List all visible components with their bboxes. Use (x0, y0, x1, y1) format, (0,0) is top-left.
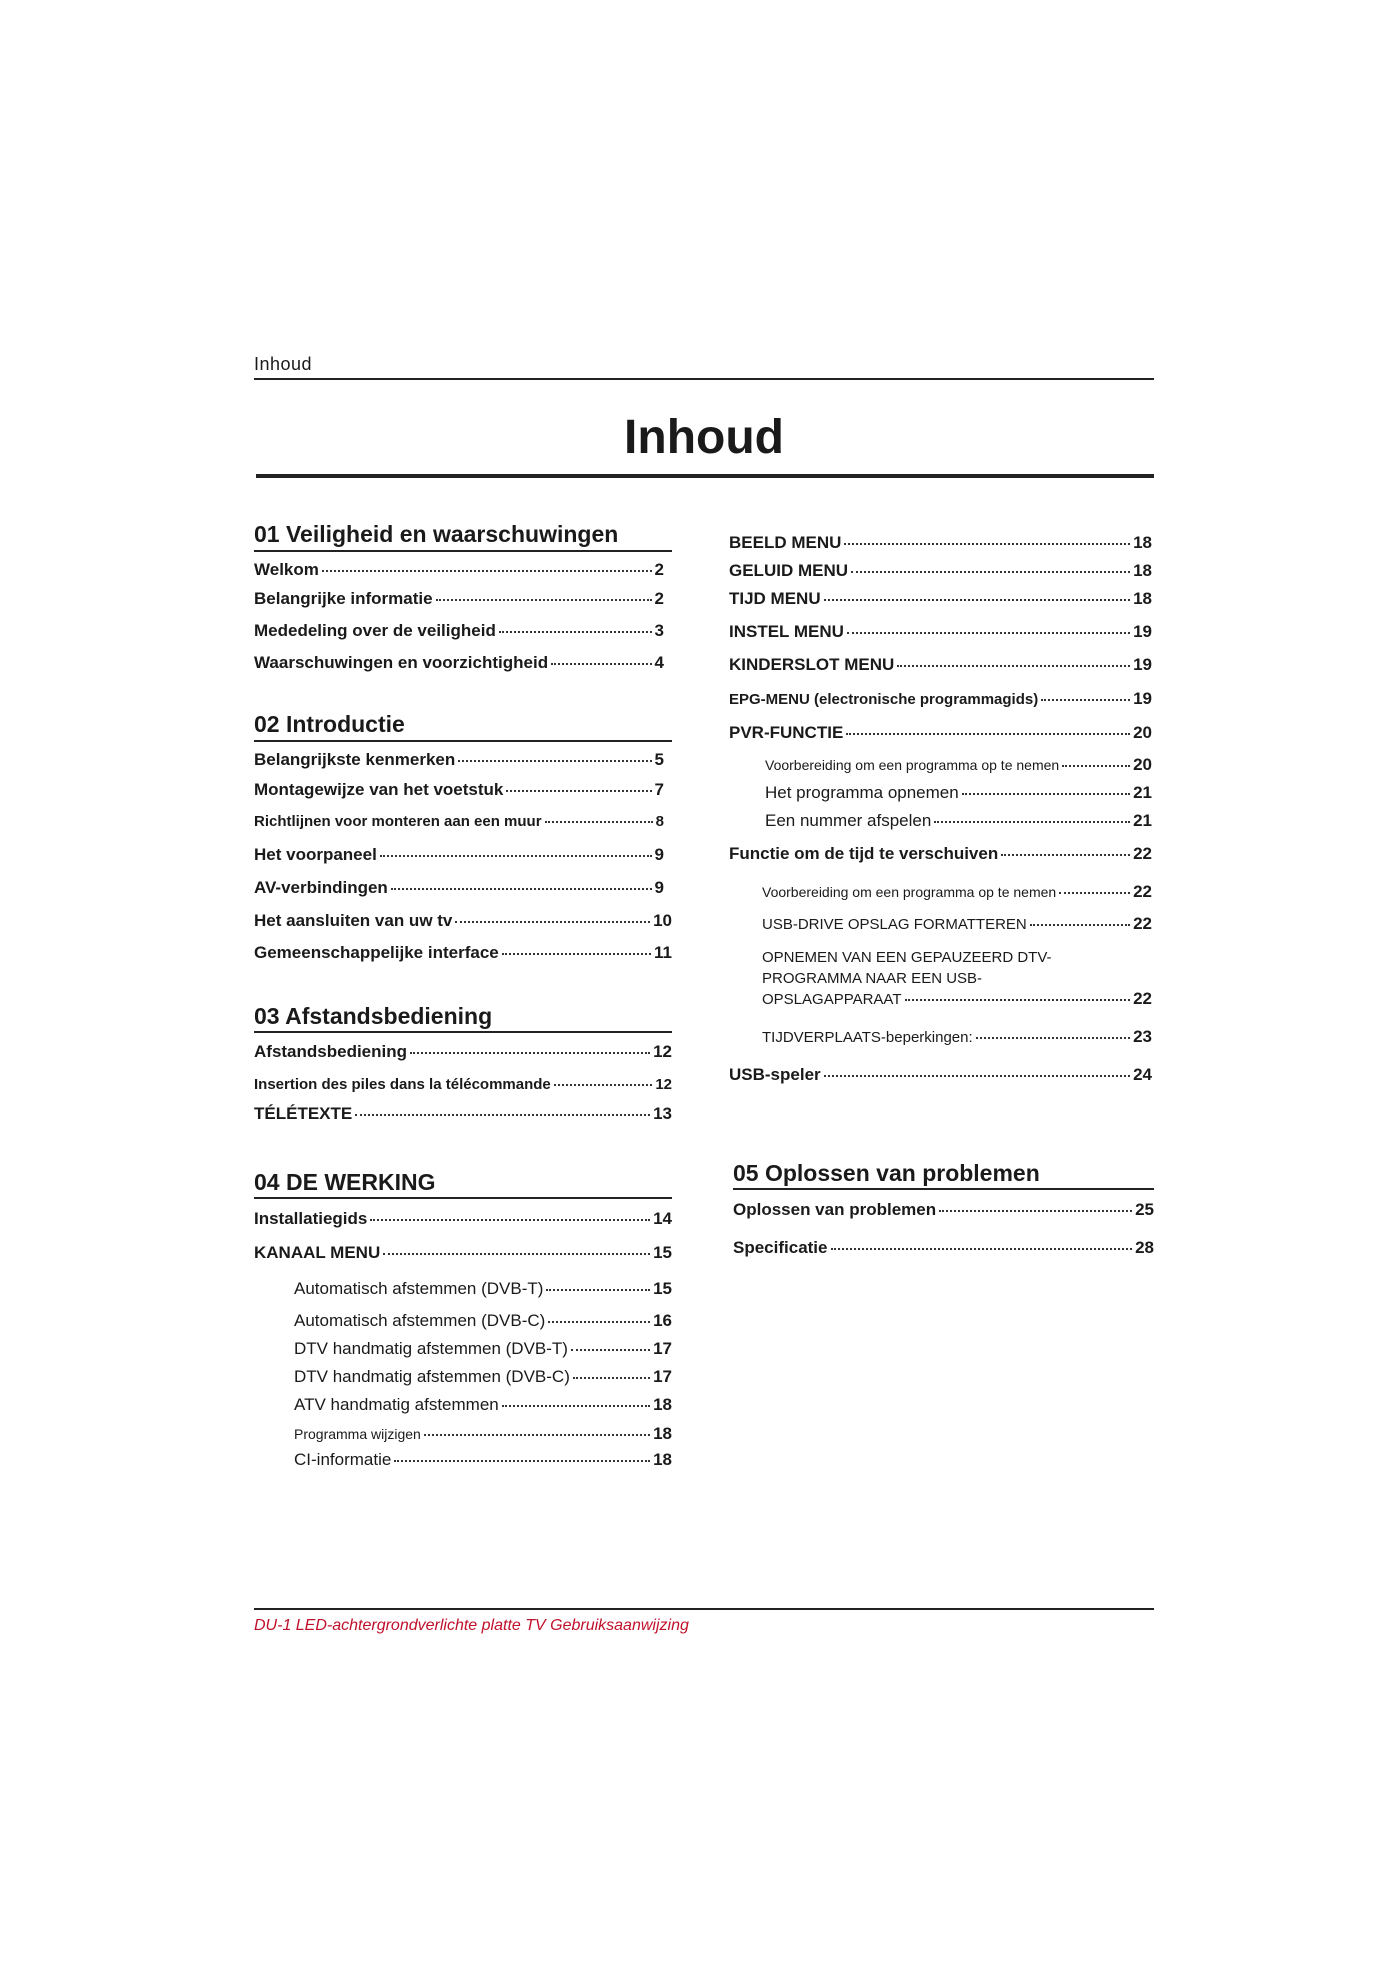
toc-entry-page: 10 (653, 911, 672, 930)
toc-entry-page: 18 (1133, 589, 1152, 608)
dot-leader (824, 599, 1130, 601)
toc-entry-title: KANAAL MENU (254, 1243, 381, 1262)
toc-entry-tijd-menu[interactable] (729, 589, 1152, 609)
dot-leader (458, 760, 651, 762)
toc-entry-gepauzeerd[interactable] (762, 989, 1152, 1009)
dot-leader (322, 570, 652, 572)
dot-leader (502, 1405, 650, 1407)
dot-leader (1059, 892, 1130, 894)
toc-entry-page: 13 (653, 1104, 672, 1123)
dot-leader (897, 665, 1130, 667)
toc-entry-title: USB-DRIVE OPSLAG FORMATTEREN (762, 916, 1027, 933)
toc-entry-title: BEELD MENU (729, 533, 842, 552)
toc-entry-veiligheid[interactable] (254, 621, 664, 641)
dot-leader (844, 543, 1130, 545)
section-heading-02: 02 Introductie (254, 711, 405, 737)
toc-entry-page: 17 (653, 1339, 672, 1358)
running-head: Inhoud (254, 354, 313, 374)
dot-leader (851, 571, 1130, 573)
toc-entry-title: Richtlijnen voor monteren aan een muur (254, 813, 542, 830)
toc-entry-usb-speler[interactable] (729, 1065, 1152, 1085)
toc-entry-page: 17 (653, 1367, 672, 1386)
toc-entry-teletexte[interactable] (254, 1104, 672, 1124)
toc-entry-page: 3 (654, 621, 664, 640)
toc-entry-title: DTV handmatig afstemmen (DVB-T) (294, 1339, 568, 1358)
dot-leader (424, 1434, 650, 1436)
section-rule-01 (254, 550, 672, 552)
toc-entry-instel-menu[interactable] (729, 622, 1152, 642)
toc-entry-specificatie[interactable] (733, 1238, 1154, 1258)
toc-entry-ci-informatie[interactable] (294, 1450, 672, 1470)
toc-entry-title: USB-speler (729, 1065, 821, 1084)
toc-entry-afstandsbediening[interactable] (254, 1042, 672, 1062)
section-heading-05: 05 Oplossen van problemen (733, 1160, 1040, 1186)
toc-entry-page: 22 (1133, 882, 1152, 901)
toc-entry-geluid-menu[interactable] (729, 561, 1152, 581)
toc-entry-page: 19 (1133, 689, 1152, 708)
toc-entry-page: 18 (1133, 533, 1152, 552)
toc-entry-waarschuwingen[interactable] (254, 653, 664, 673)
toc-entry-page: 2 (654, 589, 664, 608)
toc-entry-page: 18 (1133, 561, 1152, 580)
section-rule-02 (254, 740, 672, 742)
toc-entry-title: Het voorpaneel (254, 845, 377, 864)
toc-entry-page: 15 (653, 1243, 672, 1262)
toc-entry-title: OPSLAGAPPARAAT (762, 991, 902, 1008)
dot-leader (355, 1114, 650, 1116)
toc-entry-page: 18 (653, 1450, 672, 1469)
section-heading-04: 04 DE WERKING (254, 1169, 436, 1195)
toc-entry-beeld-menu[interactable] (729, 533, 1152, 553)
dot-leader (1062, 765, 1130, 767)
toc-entry-voorpaneel[interactable] (254, 845, 664, 865)
toc-entry-auto-dvbc[interactable] (294, 1311, 672, 1331)
toc-entry-belangrijke-informatie[interactable] (254, 589, 664, 609)
toc-entry-page: 19 (1133, 655, 1152, 674)
dot-leader (573, 1377, 650, 1379)
toc-entry-page: 20 (1133, 723, 1152, 742)
toc-entry-title: Een nummer afspelen (765, 811, 932, 830)
toc-entry-pvr-functie[interactable] (729, 723, 1152, 743)
toc-entry-title: AV-verbindingen (254, 878, 388, 897)
toc-entry-tijd-verschuiven[interactable] (729, 844, 1152, 864)
dot-leader (410, 1052, 650, 1054)
toc-entry-title: Montagewijze van het voetstuk (254, 780, 504, 799)
section-rule-04 (254, 1197, 672, 1199)
toc-entry-piles[interactable] (254, 1076, 672, 1093)
toc-entry-tijdverplaats[interactable] (762, 1027, 1152, 1047)
dot-leader (962, 793, 1130, 795)
toc-entry-title: CI-informatie (294, 1450, 392, 1469)
toc-entry-page: 18 (653, 1424, 672, 1443)
header-rule (254, 378, 1154, 380)
toc-entry-epg-menu[interactable] (729, 689, 1152, 709)
toc-entry-title: INSTEL MENU (729, 622, 844, 641)
toc-entry-interface[interactable] (254, 943, 672, 963)
toc-entry-kanaal-menu[interactable] (254, 1243, 672, 1263)
toc-entry-title: TIJDVERPLAATS-beperkingen: (762, 1029, 973, 1046)
toc-entry-title: Installatiegids (254, 1209, 368, 1228)
toc-entry-atv[interactable] (294, 1395, 672, 1415)
toc-entry-page: 8 (655, 813, 664, 830)
toc-entry-page: 21 (1133, 811, 1152, 830)
toc-entry-gepauzeerd-line2: PROGRAMMA NAAR EEN USB- (762, 970, 983, 987)
toc-entry-kenmerken[interactable] (254, 750, 664, 770)
toc-entry-title: ATV handmatig afstemmen (294, 1395, 499, 1414)
toc-entry-title: TÉLÉTEXTE (254, 1104, 353, 1123)
title-rule (256, 474, 1154, 478)
toc-entry-programma-opnemen[interactable] (765, 783, 1152, 803)
dot-leader (934, 821, 1130, 823)
section-rule-05 (733, 1188, 1154, 1190)
toc-entry-page: 24 (1133, 1065, 1152, 1084)
toc-entry-title: Voorbereiding om een programma op te nemen (765, 757, 1060, 773)
toc-entry-title: Voorbereiding om een programma op te nemen (762, 884, 1057, 900)
toc-entry-welkom[interactable] (254, 560, 664, 580)
toc-entry-title: Welkom (254, 560, 319, 579)
toc-entry-dtv-dvbt[interactable] (294, 1339, 672, 1359)
toc-entry-title: Belangrijke informatie (254, 589, 433, 608)
toc-entry-kinderslot-menu[interactable] (729, 655, 1152, 675)
toc-entry-title: Gemeenschappelijke interface (254, 943, 499, 962)
toc-entry-title: Automatisch afstemmen (DVB-C) (294, 1311, 546, 1330)
toc-entry-page: 22 (1133, 844, 1152, 863)
toc-entry-title: Waarschuwingen en voorzichtigheid (254, 653, 549, 672)
toc-entry-title: EPG-MENU (electronische programmagids) (729, 691, 1039, 708)
toc-entry-oplossen[interactable] (733, 1200, 1154, 1220)
toc-entry-page: 28 (1135, 1238, 1154, 1257)
dot-leader (976, 1037, 1130, 1039)
toc-entry-programma-wijzigen[interactable] (294, 1424, 672, 1444)
toc-entry-title: Programma wijzigen (294, 1426, 421, 1442)
dot-leader (370, 1219, 650, 1221)
dot-leader (436, 599, 652, 601)
footer-text: DU-1 LED-achtergrondverlichte platte TV Gebruiksaanwijzing (254, 1617, 689, 1634)
toc-entry-page: 2 (654, 560, 664, 579)
dot-leader (1001, 854, 1130, 856)
toc-entry-page: 21 (1133, 783, 1152, 802)
toc-entry-page: 20 (1133, 755, 1152, 774)
dot-leader (506, 790, 651, 792)
toc-entry-page: 12 (655, 1076, 672, 1093)
dot-leader (1030, 924, 1130, 926)
toc-entry-page: 9 (654, 845, 664, 864)
toc-entry-page: 19 (1133, 622, 1152, 641)
toc-entry-title: TIJD MENU (729, 589, 821, 608)
toc-entry-title: Oplossen van problemen (733, 1200, 937, 1219)
toc-entry-title: Functie om de tijd te verschuiven (729, 844, 999, 863)
toc-entry-page: 11 (654, 943, 672, 962)
toc-entry-page: 18 (653, 1395, 672, 1414)
toc-entry-aansluiten[interactable] (254, 911, 672, 931)
dot-leader (383, 1253, 650, 1255)
dot-leader (455, 921, 650, 923)
toc-entry-page: 22 (1133, 989, 1152, 1008)
toc-entry-page: 5 (654, 750, 664, 769)
page-title: Inhoud (624, 411, 784, 464)
toc-entry-page: 4 (654, 653, 664, 672)
toc-entry-title: GELUID MENU (729, 561, 848, 580)
toc-entry-page: 12 (653, 1042, 672, 1061)
section-rule-03 (254, 1031, 672, 1033)
toc-entry-auto-dvbt[interactable] (294, 1279, 672, 1299)
toc-entry-page: 23 (1133, 1027, 1152, 1046)
toc-entry-title: Het programma opnemen (765, 783, 959, 802)
dot-leader (380, 855, 652, 857)
dot-leader (824, 1075, 1130, 1077)
dot-leader (846, 733, 1130, 735)
dot-leader (847, 632, 1130, 634)
toc-entry-page: 25 (1135, 1200, 1154, 1219)
dot-leader (1041, 699, 1130, 701)
toc-entry-page: 7 (654, 780, 664, 799)
dot-leader (545, 821, 653, 823)
dot-leader (548, 1321, 650, 1323)
toc-entry-installatiegids[interactable] (254, 1209, 672, 1229)
toc-entry-title: Insertion des piles dans la télécommande (254, 1076, 551, 1093)
toc-entry-voorbereiding-2[interactable] (762, 882, 1152, 902)
dot-leader (391, 888, 652, 890)
toc-entry-av-verbindingen[interactable] (254, 878, 664, 898)
toc-entry-nummer-afspelen[interactable] (765, 811, 1152, 831)
toc-entry-title: PVR-FUNCTIE (729, 723, 844, 742)
toc-entry-gepauzeerd-line1: OPNEMEN VAN EEN GEPAUZEERD DTV- (762, 949, 1052, 966)
toc-entry-voetstuk[interactable] (254, 780, 664, 800)
toc-entry-page: 15 (653, 1279, 672, 1298)
dot-leader (939, 1210, 1132, 1212)
toc-entry-title: Belangrijkste kenmerken (254, 750, 456, 769)
dot-leader (554, 1084, 653, 1086)
footer-rule (254, 1608, 1154, 1610)
toc-entry-muur[interactable] (254, 813, 664, 830)
dot-leader (499, 631, 652, 633)
toc-entry-title: DTV handmatig afstemmen (DVB-C) (294, 1367, 570, 1386)
toc-entry-page: 14 (653, 1209, 672, 1228)
toc-entry-title: Automatisch afstemmen (DVB-T) (294, 1279, 544, 1298)
dot-leader (571, 1349, 650, 1351)
toc-entry-title: Specificatie (733, 1238, 828, 1257)
dot-leader (551, 663, 651, 665)
toc-entry-page: 22 (1133, 914, 1152, 933)
toc-entry-page: 16 (653, 1311, 672, 1330)
dot-leader (905, 999, 1131, 1001)
dot-leader (502, 953, 651, 955)
toc-entry-voorbereiding-1[interactable] (765, 755, 1152, 775)
toc-entry-page: 9 (654, 878, 664, 897)
toc-entry-dtv-dvbc[interactable] (294, 1367, 672, 1387)
toc-entry-title: Het aansluiten van uw tv (254, 911, 453, 930)
toc-entry-title: Afstandsbediening (254, 1042, 408, 1061)
section-heading-01: 01 Veiligheid en waarschuwingen (254, 521, 619, 547)
toc-entry-usb-formatteren[interactable] (762, 914, 1152, 934)
dot-leader (831, 1248, 1133, 1250)
section-heading-03: 03 Afstandsbediening (254, 1003, 493, 1029)
dot-leader (546, 1289, 650, 1291)
toc-entry-title: KINDERSLOT MENU (729, 655, 895, 674)
toc-entry-title: Mededeling over de veiligheid (254, 621, 496, 640)
dot-leader (394, 1460, 650, 1462)
